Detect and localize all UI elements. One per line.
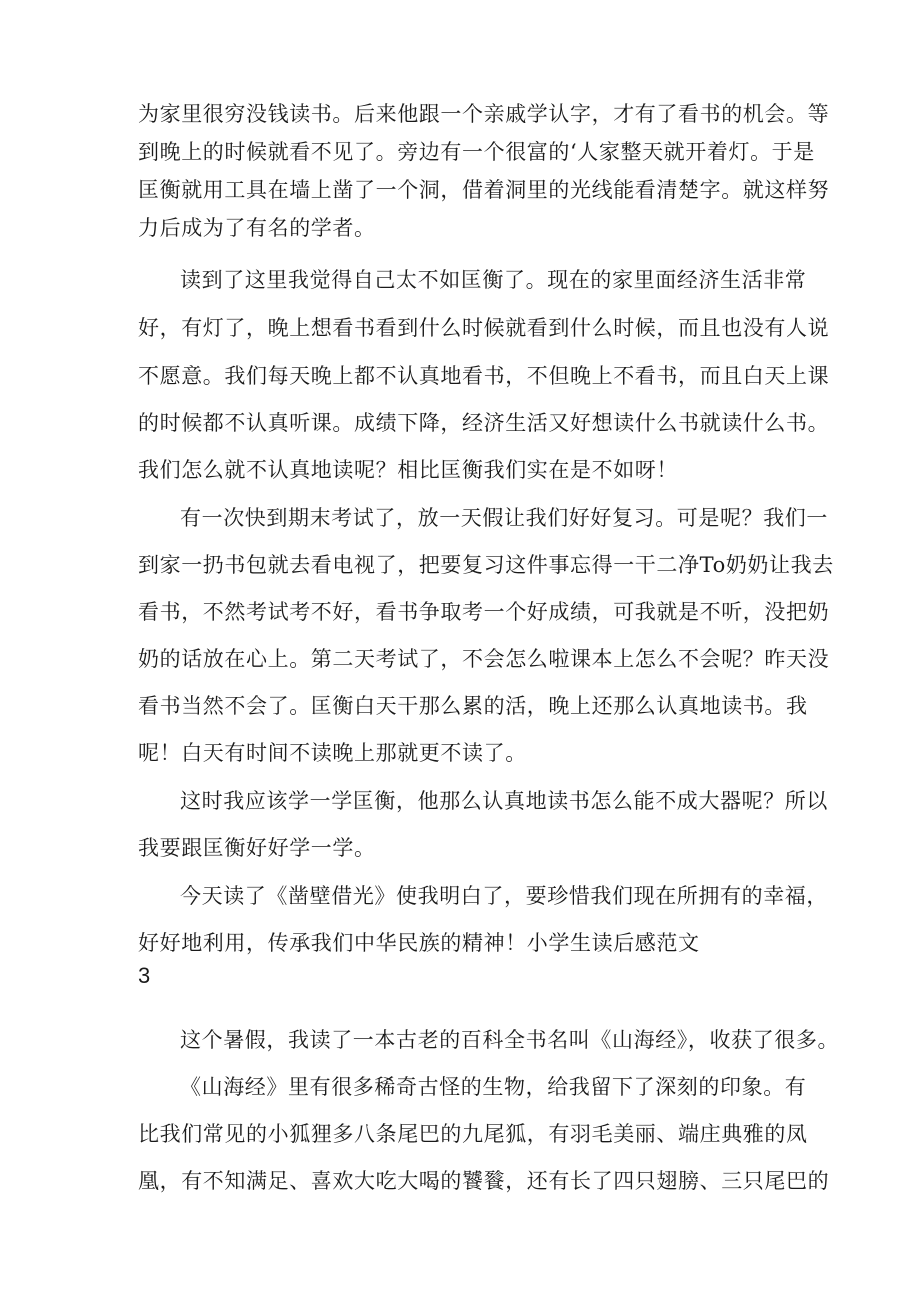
text-line: 我们怎么就不认真地读呢？相比匡衡我们实在是不如呀！ xyxy=(138,458,678,482)
text-line: 力后成为了有名的学者。 xyxy=(138,216,376,240)
text-line: 看书当然不会了。匡衡白天干那么累的活，晚上还那么认真地读书。我 xyxy=(138,694,808,718)
text-line: 今天读了《凿壁借光》使我明白了，要珍惜我们现在所拥有的幸福， xyxy=(180,884,828,908)
text-line: 奶的话放在心上。第二天考试了，不会怎么啦课本上怎么不会呢？昨天没 xyxy=(138,647,830,671)
text-line: 不愿意。我们每天晚上都不认真地看书，不但晚上不看书，而且白天上课 xyxy=(138,364,830,388)
text-line: 凰，有不知满足、喜欢大吃大喝的饕餮，还有长了四只翅膀、三只尾巴的 xyxy=(138,1169,830,1193)
section-number: 3 xyxy=(138,963,151,988)
text-line: 这个暑假，我读了一本古老的百科全书名叫《山海经》，收获了很多。 xyxy=(180,1028,840,1052)
text-line: 匡衡就用工具在墙上凿了一个洞，借着洞里的光线能看清楚字。就这样努 xyxy=(138,178,830,202)
text-line: 到晚上的时候就看不见了。旁边有一个很富的‘人家整天就开着灯。于是 xyxy=(138,140,815,164)
text-line: 到家一扔书包就去看电视了，把要复习这件事忘得一干二净To奶奶让我去 xyxy=(138,553,834,577)
text-line: 有一次快到期末考试了，放一天假让我们好好复习。可是呢？我们一 xyxy=(180,506,828,530)
text-line: 好，有灯了，晚上想看书看到什么时候就看到什么时候，而且也没有人说 xyxy=(138,316,830,340)
text-line: 我要跟匡衡好好学一学。 xyxy=(138,836,376,860)
text-line: 《山海经》里有很多稀奇古怪的生物，给我留下了深刻的印象。有 xyxy=(180,1075,807,1099)
text-line: 呢！白天有时间不读晚上那就更不读了。 xyxy=(138,741,527,765)
text-line: 好好地利用，传承我们中华民族的精神！小学生读后感范文 xyxy=(138,931,700,955)
text-line: 这时我应该学一学匡衡，他那么认真地读书怎么能不成大器呢？所以 xyxy=(180,789,828,813)
text-line: 为家里很穷没钱读书。后来他跟一个亲戚学认字，才有了看书的机会。等 xyxy=(138,102,830,126)
text-line: 看书，不然考试考不好，看书争取考一个好成绩，可我就是不听，没把奶 xyxy=(138,600,830,624)
text-line: 的时候都不认真听课。成绩下降，经济生活又好想读什么书就读什么书。 xyxy=(138,411,830,435)
text-line: 读到了这里我觉得自己太不如匡衡了。现在的家里面经济生活非常 xyxy=(180,268,807,292)
text-line: 比我们常见的小狐狸多八条尾巴的九尾狐，有羽毛美丽、端庄典雅的凤 xyxy=(138,1122,808,1146)
